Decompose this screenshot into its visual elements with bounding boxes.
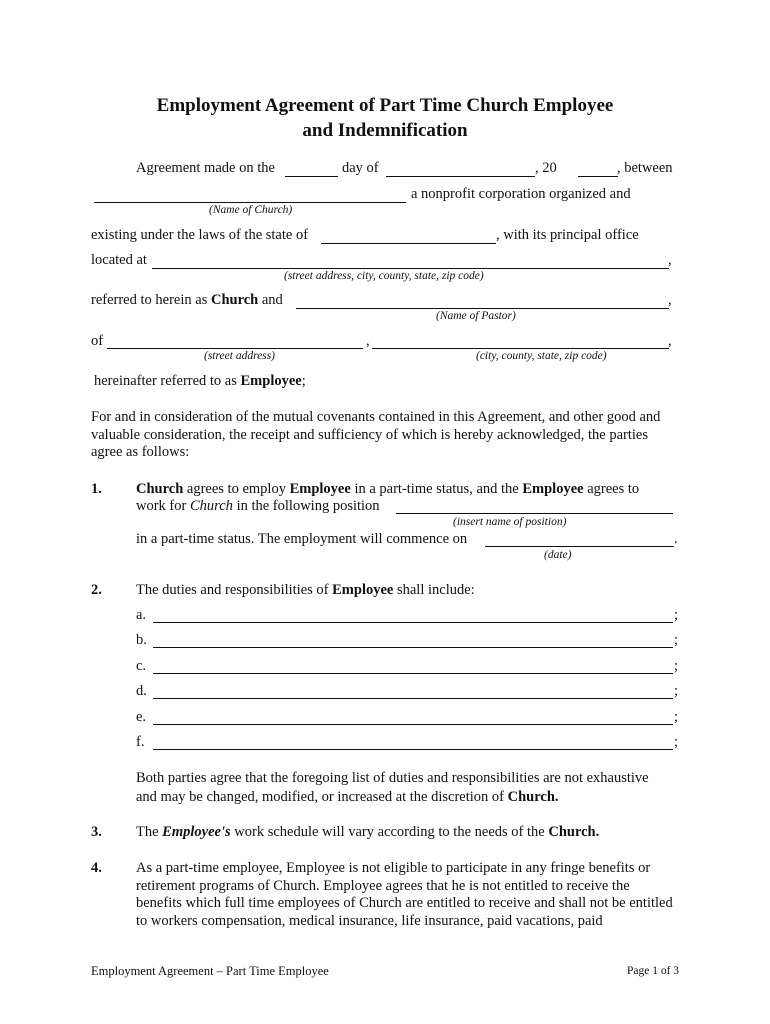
duties-note-line-2: and may be changed, modified, or increased at the discretion of Church. xyxy=(136,789,559,805)
principal-office-label: , with its principal office xyxy=(496,227,639,243)
section-1-number: 1. xyxy=(91,481,102,497)
position-caption: (insert name of position) xyxy=(453,516,567,528)
duty-label-c: c. xyxy=(136,658,147,674)
section-4-text: As a part-time employee, Employee is not eligible to participate in any fringe benefits or retirement programs of Church. Employee agrees that he is not entitled to receive the benefits which full time employees of Church are entitled to receive and shall not be entitled to workers compensation, medical insurance, life insurance, paid vacations, paid xyxy=(136,860,673,929)
made-on-label: Agreement made on the xyxy=(136,160,275,176)
date-caption: (date) xyxy=(544,549,572,561)
section-1-line-1: Church agrees to employ Employee in a part-time status, and the Employee agrees to xyxy=(136,481,640,497)
commence-label: in a part-time status. The employment will commence on xyxy=(136,531,468,547)
duty-semicolon-e: ; xyxy=(674,709,679,725)
section-2-heading: The duties and responsibilities of Employee shall include: xyxy=(136,582,475,598)
church-name-field[interactable] xyxy=(94,202,406,203)
duty-semicolon-a: ; xyxy=(674,607,679,623)
footer-title: Employment Agreement – Part Time Employee xyxy=(91,964,329,978)
duty-label-a: a. xyxy=(136,607,147,623)
year-field[interactable] xyxy=(578,176,618,177)
pastor-name-field[interactable] xyxy=(296,308,669,309)
duty-label-d: d. xyxy=(136,683,147,699)
pastor-street-field[interactable] xyxy=(107,348,363,349)
duty-semicolon-d: ; xyxy=(674,683,679,699)
of-label: of xyxy=(91,333,104,349)
nonprofit-label: a nonprofit corporation organized and xyxy=(411,186,631,202)
hereinafter-label: hereinafter referred to as Employee; xyxy=(94,373,306,389)
document-title-line-2: and Indemnification xyxy=(302,120,468,141)
city-caption: (city, county, state, zip code) xyxy=(476,350,607,362)
document-title-line-1: Employment Agreement of Part Time Church Employee xyxy=(156,95,614,116)
section-4-number: 4. xyxy=(91,860,102,876)
duty-field-c[interactable] xyxy=(153,673,673,674)
consideration-paragraph: For and in consideration of the mutual covenants contained in this Agreement, and other good and valuable consideration, the receipt and sufficiency of which is hereby acknowledged, the parties agree as follows: xyxy=(91,409,661,460)
commence-date-field[interactable] xyxy=(485,546,674,547)
duty-field-b[interactable] xyxy=(153,647,673,648)
name-of-church-caption: (Name of Church) xyxy=(209,204,293,216)
day-field[interactable] xyxy=(285,176,338,177)
year-prefix: , 20 xyxy=(535,160,557,176)
section-3-number: 3. xyxy=(91,824,102,840)
section-2-number: 2. xyxy=(91,582,102,598)
duty-field-a[interactable] xyxy=(153,622,673,623)
duty-semicolon-b: ; xyxy=(674,632,679,648)
church-address-field[interactable] xyxy=(152,268,669,269)
duty-label-b: b. xyxy=(136,632,147,648)
street-caption: (street address) xyxy=(204,350,276,362)
duty-field-d[interactable] xyxy=(153,698,673,699)
section-3-text: The Employee's work schedule will vary according to the needs of the Church. xyxy=(136,824,600,840)
comma-3: , xyxy=(366,333,370,349)
duty-semicolon-c: ; xyxy=(674,658,679,674)
pastor-city-field[interactable] xyxy=(372,348,669,349)
street-address-caption: (street address, city, county, state, zip code) xyxy=(284,270,484,282)
page-number: Page 1 of 3 xyxy=(627,965,680,977)
duty-label-f: f. xyxy=(136,734,145,750)
duty-semicolon-f: ; xyxy=(674,734,679,750)
position-field[interactable] xyxy=(396,513,673,514)
located-at-label: located at xyxy=(91,252,147,268)
existing-label: existing under the laws of the state of xyxy=(91,227,309,243)
between-label: , between xyxy=(617,160,673,176)
duty-label-e: e. xyxy=(136,709,147,725)
section-1-line-2: work for Church in the following position xyxy=(136,498,380,514)
month-field[interactable] xyxy=(386,176,535,177)
state-field[interactable] xyxy=(321,243,496,244)
duty-field-e[interactable] xyxy=(153,724,673,725)
duties-note-line-1: Both parties agree that the foregoing list of duties and responsibilities are not exhaustive xyxy=(136,770,649,786)
day-of-label: day of xyxy=(342,160,379,176)
referred-label: referred to herein as Church and xyxy=(91,292,283,308)
commence-period: . xyxy=(674,531,678,547)
comma-4: , xyxy=(668,333,672,349)
comma-1: , xyxy=(668,252,672,268)
name-of-pastor-caption: (Name of Pastor) xyxy=(436,310,516,322)
comma-2: , xyxy=(668,292,672,308)
duty-field-f[interactable] xyxy=(153,749,673,750)
